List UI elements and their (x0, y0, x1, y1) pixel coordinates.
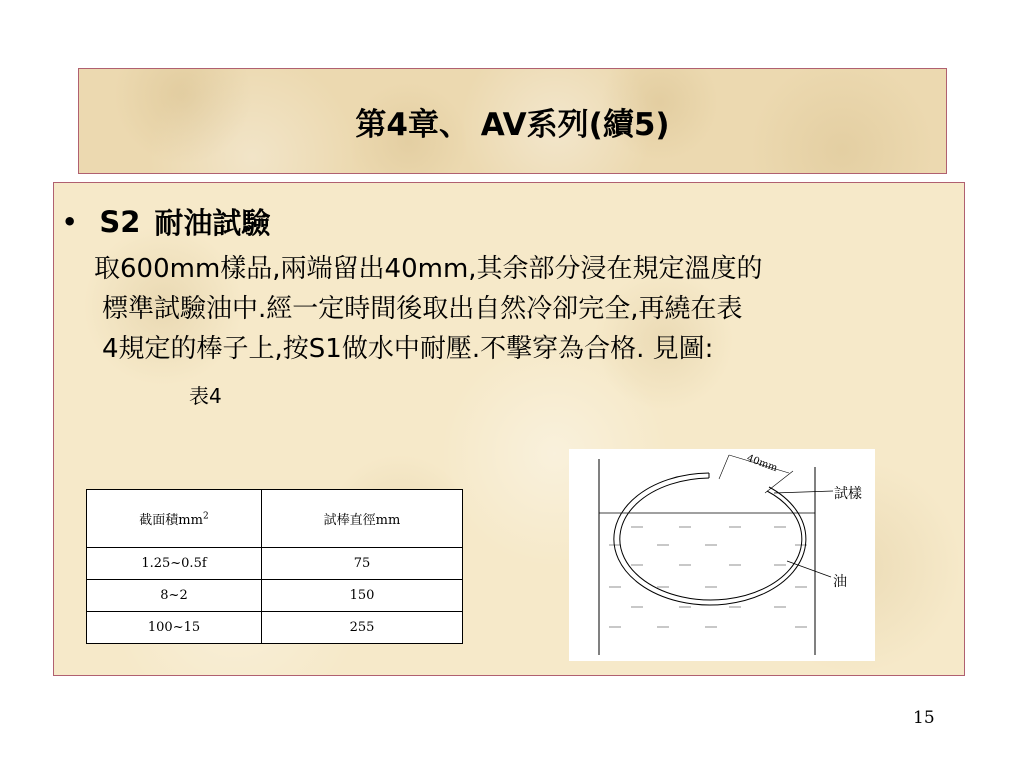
cell-area: 1.25~0.5f (87, 548, 262, 580)
spec-table (86, 489, 463, 644)
cell-diameter: 255 (262, 612, 463, 644)
slide-title: 第4章、 AV系列(續5) (355, 106, 670, 143)
leader-oil (787, 561, 831, 577)
body-paragraph (94, 249, 954, 369)
page-number: 15 (913, 708, 935, 728)
oil-dashes (609, 527, 807, 627)
table-row (87, 548, 463, 580)
bullet-heading (62, 201, 270, 242)
oil-test-diagram (569, 449, 875, 661)
header-diameter: 試棒直徑mm (262, 490, 463, 548)
dimension-line (719, 455, 729, 479)
label-oil: 油 (833, 574, 847, 590)
table-row (87, 580, 463, 612)
cell-area: 8~2 (87, 580, 262, 612)
body-line: 4規定的棒子上,按S1做水中耐壓.不擊穿為合格. 見圖: (102, 334, 714, 364)
table-caption: 表4 (189, 384, 222, 408)
leader-sample (774, 491, 833, 493)
label-sample: 試樣 (834, 486, 862, 502)
table-row (87, 612, 463, 644)
dimension-label: 40mm (745, 453, 779, 475)
bullet-dot-icon: • (62, 207, 78, 236)
bullet-title: 耐油試驗 (154, 206, 271, 240)
cell-diameter: 150 (262, 580, 463, 612)
header-area: 截面積$mm^2$ (87, 490, 262, 548)
content-panel (53, 182, 965, 676)
sample-coil-inner (620, 478, 802, 600)
table-header-row (87, 490, 463, 548)
diagram-drawing (569, 449, 875, 661)
cell-area: 100~15 (87, 612, 262, 644)
cell-diameter: 75 (262, 548, 463, 580)
bullet-code: S2 (99, 204, 141, 239)
title-banner (78, 68, 947, 174)
body-line: 取600mm樣品,兩端留出40mm,其余部分浸在規定溫度的 (94, 254, 763, 284)
body-line: 標準試驗油中.經一定時間後取出自然冷卻完全,再繞在表 (102, 294, 743, 324)
